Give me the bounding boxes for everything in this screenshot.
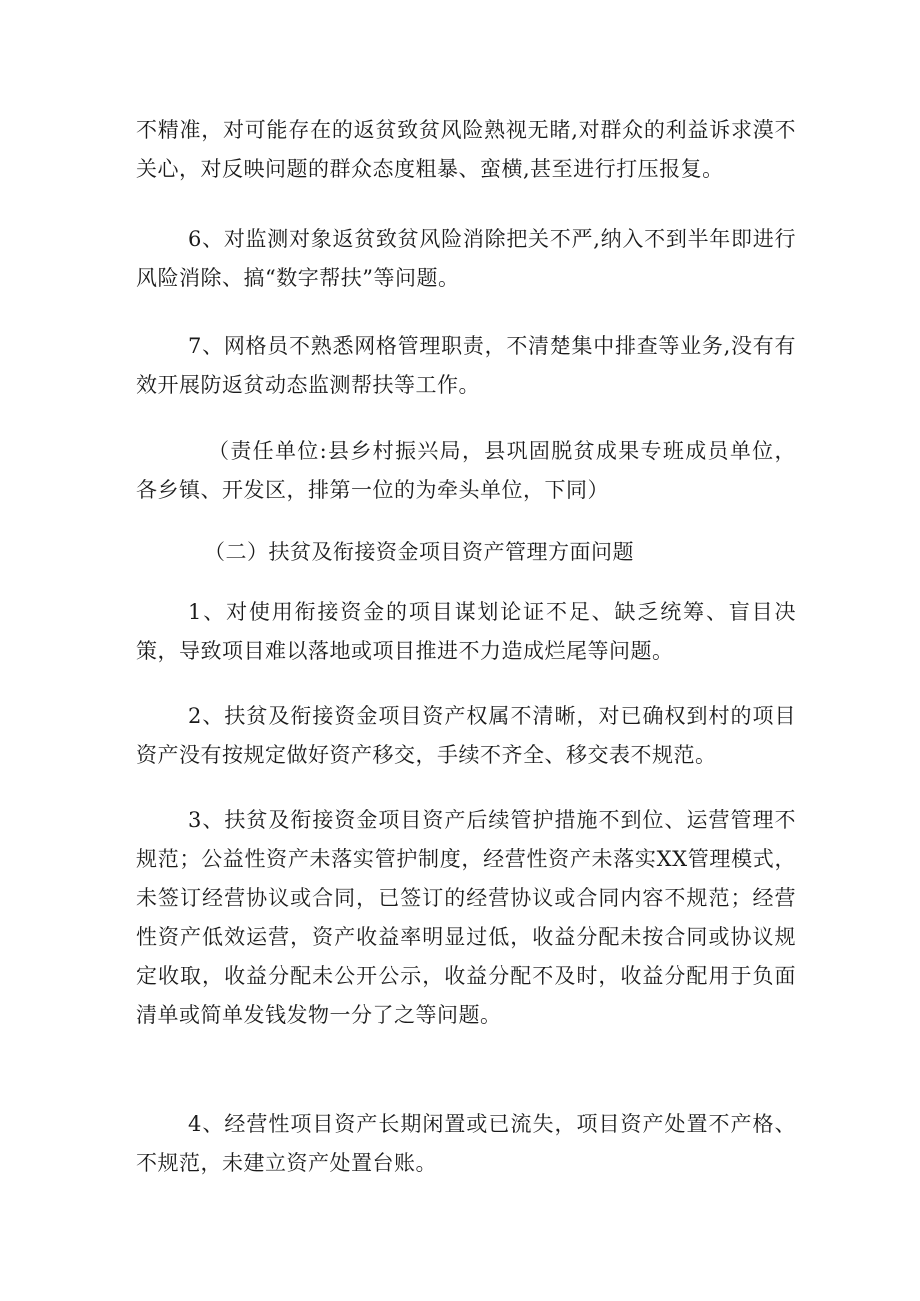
paragraph-continuation: 不精准，对可能存在的返贫致贫风险熟视无睹,对群众的利益诉求漠不关心，对反映问题的群众态度粗暴、蛮横,甚至进行打压报复。 xyxy=(136,118,796,181)
paragraph-item-7: 7、网格员不熟悉网格管理职责，不清楚集中排查等业务,没有有效开展防返贫动态监测帮扶等工作。 xyxy=(136,334,796,397)
paragraph-item-4: 4、经营性项目资产长期闲置或已流失，项目资产处置不产格、不规范，未建立资产处置台账。 xyxy=(136,1112,796,1175)
paragraph-item-2: 2、扶贫及衔接资金项目资产权属不清晰，对已确权到村的项目资产没有按规定做好资产移交，手续不齐全、移交表不规范。 xyxy=(136,704,796,767)
section-heading: （二）扶贫及衔接资金项目资产管理方面问题 xyxy=(204,540,634,564)
paragraph-item-1: 1、对使用衔接资金的项目谋划论证不足、缺乏统筹、盲目决策，导致项目难以落地或项目推进不力造成烂尾等问题。 xyxy=(136,600,796,663)
paragraph-item-6: 6、对监测对象返贫致贫风险消除把关不严,纳入不到半年即进行风险消除、搞“数字帮扶”等问题。 xyxy=(136,227,796,290)
responsibility-note: （责任单位:县乡村振兴局，县巩固脱贫成果专班成员单位，各乡镇、开发区，排第一位的为牵头单位，下同） xyxy=(136,439,796,502)
paragraph-item-3: 3、扶贫及衔接资金项目资产后续管护措施不到位、运营管理不规范；公益性资产未落实管护制度，经营性资产未落实XX管理模式，未签订经营协议或合同，已签订的经营协议或合同内容不规范；经营性资产低效运营，资产收益率明显过低，收益分配未按合同或协议规定收取，收益分配未公开公示，收益分配不及时，收益分配用于负面清单或简单发钱发物一分了之等问题。 xyxy=(136,808,796,1027)
